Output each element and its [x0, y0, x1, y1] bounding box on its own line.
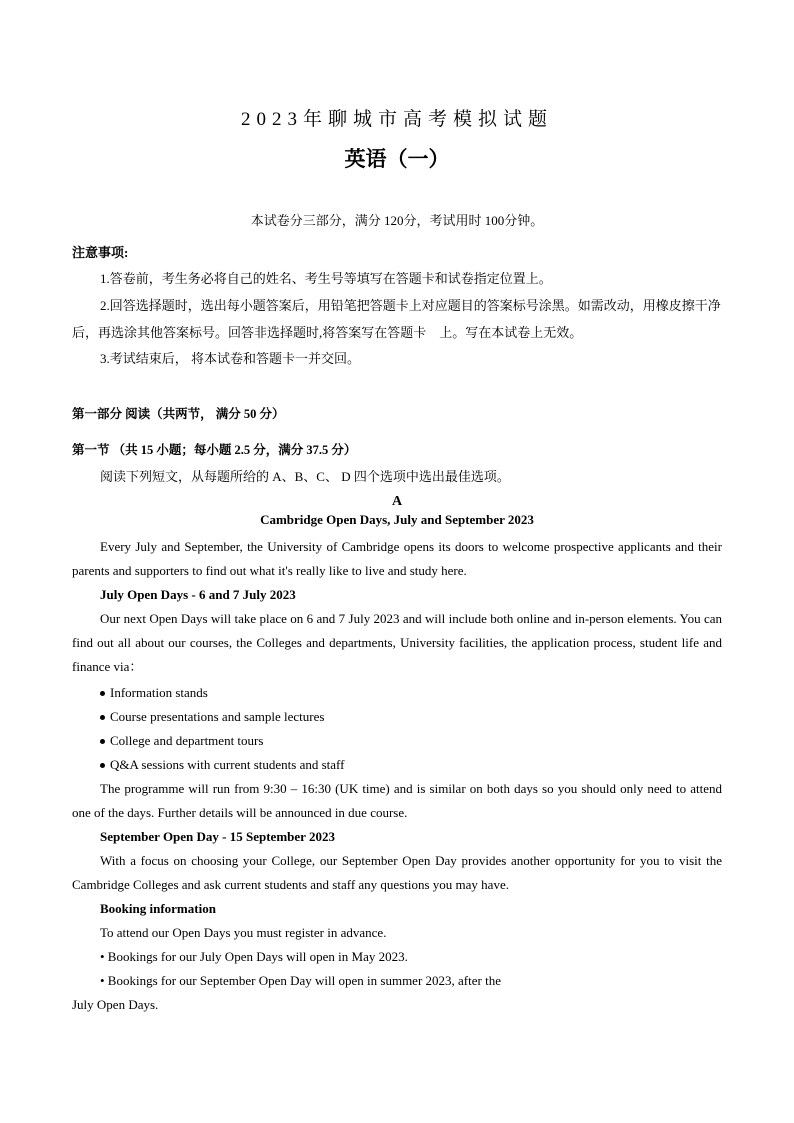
list-item: Course presentations and sample lectures	[72, 705, 722, 729]
part-heading: 第一部分 阅读（共两节， 满分 50 分）	[72, 407, 285, 421]
list-item: Information stands	[72, 681, 722, 705]
september-text: With a focus on choosing your College, our September Open Day provides another opportunity for you to visit the Cambridge Colleges and ask current students and staff any questions you may have.	[72, 853, 722, 892]
passage-letter: A	[391, 494, 403, 509]
exam-subject: 英语（一）	[344, 147, 450, 171]
bullet-icon	[100, 763, 105, 768]
programme-text: The programme will run from 9:30 – 16:30 (UK time) and is similar on both days so you should only need to attend one of the days. Further details will be announced in due course.	[72, 781, 722, 820]
bullet-icon	[100, 715, 105, 720]
section-heading: 第一节 （共 15 小题；每小题 2.5 分，满分 37.5 分）	[72, 443, 357, 457]
booking-item-2-cont: July Open Days.	[72, 997, 159, 1012]
booking-text: To attend our Open Days you must register in advance.	[100, 925, 387, 940]
note-item-3: 3.考试结束后， 将本试卷和答题卡一并交回。	[100, 351, 361, 366]
bullet-icon	[100, 691, 105, 696]
july-text: Our next Open Days will take place on 6 and 7 July 2023 and will include both online and in-person elements. You can find out all about our courses, the Colleges and departments, University facilities, the application process, student life and finance via：	[72, 611, 722, 674]
section-instruction: 阅读下列短文，从每题所给的 A、B、C、 D 四个选项中选出最佳选项。	[100, 469, 510, 484]
list-item: Q&A sessions with current students and staff	[72, 753, 722, 777]
july-heading: July Open Days - 6 and 7 July 2023	[100, 587, 296, 602]
notes-heading: 注意事项:	[72, 245, 129, 260]
exam-title: 2023年聊城市高考模拟试题	[240, 109, 553, 130]
note-item-2: 2.回答选择题时，选出每小题答案后，用铅笔把答题卡上对应题目的答案标号涂黑。如需改动，用橡皮擦干净后，再选涂其他答案标号。回答非选择题时,将答案写在答题卡 上。写在本试卷上无效。	[72, 298, 721, 340]
note-item-1: 1.答卷前，考生务必将自己的姓名、考生号等填写在答题卡和试卷指定位置上。	[100, 271, 552, 286]
booking-item-2: • Bookings for our September Open Day will open in summer 2023, after the	[100, 973, 501, 988]
bullet-icon	[100, 739, 105, 744]
exam-intro: 本试卷分三部分，满分 120分，考试用时 100分钟。	[250, 213, 544, 228]
passage-body	[72, 535, 722, 1017]
booking-item-1: • Bookings for our July Open Days will open in May 2023.	[100, 949, 408, 964]
list-item: College and department tours	[72, 729, 722, 753]
booking-heading: Booking information	[100, 901, 216, 916]
passage-title: Cambridge Open Days, July and September 2023	[260, 512, 534, 527]
passage-intro: Every July and September, the University of Cambridge opens its doors to welcome prospective applicants and their parents and supporters to find out what it's really like to live and study here.	[72, 539, 722, 578]
september-heading: September Open Day - 15 September 2023	[100, 829, 335, 844]
